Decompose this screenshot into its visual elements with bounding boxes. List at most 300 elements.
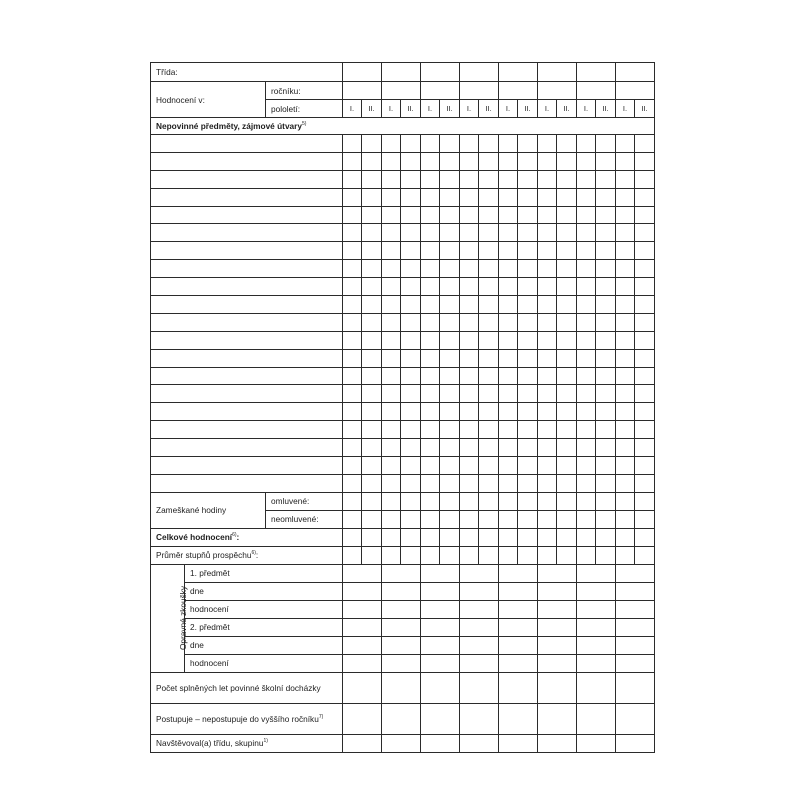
grade-cell-second-semester[interactable] xyxy=(518,313,538,331)
grade-cell-first-semester[interactable] xyxy=(343,278,362,296)
grade-cell-first-semester[interactable] xyxy=(460,439,479,457)
grade-cell-first-semester[interactable] xyxy=(382,152,401,170)
year-cell[interactable] xyxy=(499,582,538,600)
grade-cell-first-semester[interactable] xyxy=(616,331,635,349)
grade-cell-first-semester[interactable] xyxy=(343,367,362,385)
grade-cell-second-semester[interactable] xyxy=(479,135,499,153)
grade-cell-second-semester[interactable] xyxy=(557,492,577,510)
grade-cell-first-semester[interactable] xyxy=(499,403,518,421)
grade-cell-second-semester[interactable] xyxy=(557,331,577,349)
year-cell[interactable] xyxy=(499,654,538,672)
grade-cell-second-semester[interactable] xyxy=(635,278,655,296)
grade-cell-second-semester[interactable] xyxy=(596,170,616,188)
subject-name-cell[interactable] xyxy=(151,206,343,224)
grade-cell-first-semester[interactable] xyxy=(499,206,518,224)
grade-cell-second-semester[interactable] xyxy=(362,135,382,153)
grade-cell-second-semester[interactable] xyxy=(362,224,382,242)
grade-cell-second-semester[interactable] xyxy=(596,474,616,492)
grade-cell-first-semester[interactable] xyxy=(499,546,518,564)
grade-cell-second-semester[interactable] xyxy=(518,367,538,385)
grade-cell-first-semester[interactable] xyxy=(343,546,362,564)
year-cell[interactable] xyxy=(421,582,460,600)
grade-cell-second-semester[interactable] xyxy=(557,421,577,439)
grade-cell-second-semester[interactable] xyxy=(401,278,421,296)
grade-cell-second-semester[interactable] xyxy=(440,492,460,510)
grade-cell-first-semester[interactable] xyxy=(343,528,362,546)
year-cell[interactable] xyxy=(460,636,499,654)
year-cell[interactable] xyxy=(382,654,421,672)
year-cell[interactable] xyxy=(460,734,499,752)
grade-cell-first-semester[interactable] xyxy=(343,135,362,153)
grade-cell-first-semester[interactable] xyxy=(421,296,440,314)
grade-cell-first-semester[interactable] xyxy=(577,224,596,242)
grade-cell-second-semester[interactable] xyxy=(401,331,421,349)
grade-cell-first-semester[interactable] xyxy=(538,510,557,528)
year-cell[interactable] xyxy=(577,703,616,734)
grade-cell-second-semester[interactable] xyxy=(362,242,382,260)
year-cell[interactable] xyxy=(460,63,499,82)
grade-cell-first-semester[interactable] xyxy=(421,170,440,188)
grade-cell-second-semester[interactable] xyxy=(479,439,499,457)
grade-cell-second-semester[interactable] xyxy=(596,152,616,170)
grade-cell-second-semester[interactable] xyxy=(635,492,655,510)
grade-cell-second-semester[interactable] xyxy=(557,135,577,153)
grade-cell-first-semester[interactable] xyxy=(499,260,518,278)
year-cell[interactable] xyxy=(421,63,460,82)
subject-name-cell[interactable] xyxy=(151,313,343,331)
grade-cell-first-semester[interactable] xyxy=(343,170,362,188)
grade-cell-second-semester[interactable] xyxy=(362,296,382,314)
grade-cell-first-semester[interactable] xyxy=(577,349,596,367)
grade-cell-second-semester[interactable] xyxy=(362,421,382,439)
year-cell[interactable] xyxy=(460,82,499,100)
grade-cell-second-semester[interactable] xyxy=(596,242,616,260)
grade-cell-second-semester[interactable] xyxy=(596,439,616,457)
grade-cell-first-semester[interactable] xyxy=(343,349,362,367)
grade-cell-first-semester[interactable] xyxy=(460,296,479,314)
grade-cell-second-semester[interactable] xyxy=(635,421,655,439)
grade-cell-second-semester[interactable] xyxy=(596,349,616,367)
grade-cell-second-semester[interactable] xyxy=(440,546,460,564)
grade-cell-second-semester[interactable] xyxy=(518,260,538,278)
grade-cell-first-semester[interactable] xyxy=(538,385,557,403)
grade-cell-second-semester[interactable] xyxy=(479,313,499,331)
grade-cell-second-semester[interactable] xyxy=(479,152,499,170)
grade-cell-first-semester[interactable] xyxy=(616,135,635,153)
year-cell[interactable] xyxy=(538,672,577,703)
grade-cell-second-semester[interactable] xyxy=(362,278,382,296)
grade-cell-second-semester[interactable] xyxy=(401,349,421,367)
grade-cell-first-semester[interactable] xyxy=(421,278,440,296)
grade-cell-first-semester[interactable] xyxy=(421,349,440,367)
grade-cell-second-semester[interactable] xyxy=(557,367,577,385)
grade-cell-second-semester[interactable] xyxy=(596,224,616,242)
grade-cell-second-semester[interactable] xyxy=(518,474,538,492)
year-cell[interactable] xyxy=(460,600,499,618)
grade-cell-second-semester[interactable] xyxy=(362,385,382,403)
grade-cell-first-semester[interactable] xyxy=(616,260,635,278)
grade-cell-first-semester[interactable] xyxy=(499,421,518,439)
year-cell[interactable] xyxy=(382,618,421,636)
grade-cell-first-semester[interactable] xyxy=(538,439,557,457)
grade-cell-second-semester[interactable] xyxy=(557,152,577,170)
year-cell[interactable] xyxy=(343,618,382,636)
grade-cell-second-semester[interactable] xyxy=(557,439,577,457)
grade-cell-second-semester[interactable] xyxy=(557,242,577,260)
grade-cell-first-semester[interactable] xyxy=(382,546,401,564)
grade-cell-first-semester[interactable] xyxy=(577,313,596,331)
year-cell[interactable] xyxy=(382,564,421,582)
grade-cell-second-semester[interactable] xyxy=(440,349,460,367)
grade-cell-first-semester[interactable] xyxy=(343,296,362,314)
grade-cell-second-semester[interactable] xyxy=(635,439,655,457)
year-cell[interactable] xyxy=(460,564,499,582)
year-cell[interactable] xyxy=(616,618,655,636)
grade-cell-first-semester[interactable] xyxy=(577,367,596,385)
grade-cell-first-semester[interactable] xyxy=(343,224,362,242)
year-cell[interactable] xyxy=(616,63,655,82)
year-cell[interactable] xyxy=(616,654,655,672)
grade-cell-first-semester[interactable] xyxy=(460,224,479,242)
grade-cell-first-semester[interactable] xyxy=(421,439,440,457)
grade-cell-first-semester[interactable] xyxy=(343,510,362,528)
grade-cell-second-semester[interactable] xyxy=(557,206,577,224)
grade-cell-first-semester[interactable] xyxy=(382,170,401,188)
year-cell[interactable] xyxy=(538,636,577,654)
grade-cell-first-semester[interactable] xyxy=(421,492,440,510)
year-cell[interactable] xyxy=(499,82,538,100)
grade-cell-first-semester[interactable] xyxy=(382,474,401,492)
year-cell[interactable] xyxy=(577,63,616,82)
grade-cell-second-semester[interactable] xyxy=(479,242,499,260)
grade-cell-second-semester[interactable] xyxy=(596,296,616,314)
grade-cell-first-semester[interactable] xyxy=(343,457,362,475)
year-cell[interactable] xyxy=(382,734,421,752)
grade-cell-first-semester[interactable] xyxy=(343,474,362,492)
grade-cell-second-semester[interactable] xyxy=(557,278,577,296)
grade-cell-second-semester[interactable] xyxy=(518,296,538,314)
grade-cell-first-semester[interactable] xyxy=(460,278,479,296)
grade-cell-first-semester[interactable] xyxy=(577,135,596,153)
grade-cell-first-semester[interactable] xyxy=(577,457,596,475)
grade-cell-first-semester[interactable] xyxy=(421,385,440,403)
grade-cell-second-semester[interactable] xyxy=(362,206,382,224)
grade-cell-second-semester[interactable] xyxy=(362,260,382,278)
grade-cell-second-semester[interactable] xyxy=(440,385,460,403)
year-cell[interactable] xyxy=(499,672,538,703)
subject-name-cell[interactable] xyxy=(151,152,343,170)
grade-cell-first-semester[interactable] xyxy=(499,510,518,528)
grade-cell-second-semester[interactable] xyxy=(518,170,538,188)
grade-cell-second-semester[interactable] xyxy=(596,206,616,224)
grade-cell-second-semester[interactable] xyxy=(635,313,655,331)
grade-cell-second-semester[interactable] xyxy=(401,492,421,510)
grade-cell-first-semester[interactable] xyxy=(499,152,518,170)
grade-cell-first-semester[interactable] xyxy=(616,492,635,510)
year-cell[interactable] xyxy=(382,600,421,618)
grade-cell-first-semester[interactable] xyxy=(538,349,557,367)
grade-cell-first-semester[interactable] xyxy=(538,546,557,564)
grade-cell-first-semester[interactable] xyxy=(616,152,635,170)
year-cell[interactable] xyxy=(421,672,460,703)
grade-cell-first-semester[interactable] xyxy=(616,421,635,439)
grade-cell-first-semester[interactable] xyxy=(538,528,557,546)
year-cell[interactable] xyxy=(460,582,499,600)
grade-cell-first-semester[interactable] xyxy=(382,313,401,331)
grade-cell-second-semester[interactable] xyxy=(596,367,616,385)
grade-cell-second-semester[interactable] xyxy=(479,474,499,492)
grade-cell-first-semester[interactable] xyxy=(538,188,557,206)
grade-cell-second-semester[interactable] xyxy=(596,385,616,403)
grade-cell-first-semester[interactable] xyxy=(616,170,635,188)
grade-cell-first-semester[interactable] xyxy=(343,439,362,457)
year-cell[interactable] xyxy=(616,703,655,734)
grade-cell-second-semester[interactable] xyxy=(635,367,655,385)
year-cell[interactable] xyxy=(616,600,655,618)
grade-cell-first-semester[interactable] xyxy=(382,242,401,260)
grade-cell-first-semester[interactable] xyxy=(460,546,479,564)
grade-cell-first-semester[interactable] xyxy=(577,474,596,492)
grade-cell-first-semester[interactable] xyxy=(616,242,635,260)
grade-cell-second-semester[interactable] xyxy=(596,546,616,564)
grade-cell-second-semester[interactable] xyxy=(440,439,460,457)
grade-cell-first-semester[interactable] xyxy=(421,313,440,331)
grade-cell-second-semester[interactable] xyxy=(479,367,499,385)
grade-cell-first-semester[interactable] xyxy=(616,206,635,224)
grade-cell-second-semester[interactable] xyxy=(401,135,421,153)
grade-cell-second-semester[interactable] xyxy=(440,474,460,492)
grade-cell-second-semester[interactable] xyxy=(362,510,382,528)
grade-cell-first-semester[interactable] xyxy=(382,421,401,439)
year-cell[interactable] xyxy=(343,82,382,100)
grade-cell-first-semester[interactable] xyxy=(343,313,362,331)
grade-cell-second-semester[interactable] xyxy=(401,188,421,206)
year-cell[interactable] xyxy=(616,582,655,600)
year-cell[interactable] xyxy=(499,636,538,654)
grade-cell-second-semester[interactable] xyxy=(518,457,538,475)
grade-cell-second-semester[interactable] xyxy=(401,474,421,492)
year-cell[interactable] xyxy=(421,600,460,618)
grade-cell-second-semester[interactable] xyxy=(635,474,655,492)
grade-cell-first-semester[interactable] xyxy=(460,313,479,331)
grade-cell-first-semester[interactable] xyxy=(577,296,596,314)
grade-cell-second-semester[interactable] xyxy=(518,439,538,457)
grade-cell-first-semester[interactable] xyxy=(421,206,440,224)
grade-cell-second-semester[interactable] xyxy=(518,331,538,349)
grade-cell-second-semester[interactable] xyxy=(440,260,460,278)
grade-cell-second-semester[interactable] xyxy=(635,385,655,403)
grade-cell-first-semester[interactable] xyxy=(460,510,479,528)
grade-cell-second-semester[interactable] xyxy=(596,331,616,349)
grade-cell-first-semester[interactable] xyxy=(577,260,596,278)
grade-cell-first-semester[interactable] xyxy=(382,492,401,510)
grade-cell-second-semester[interactable] xyxy=(518,349,538,367)
grade-cell-first-semester[interactable] xyxy=(616,313,635,331)
grade-cell-first-semester[interactable] xyxy=(460,421,479,439)
year-cell[interactable] xyxy=(538,703,577,734)
grade-cell-first-semester[interactable] xyxy=(343,331,362,349)
grade-cell-first-semester[interactable] xyxy=(343,421,362,439)
grade-cell-second-semester[interactable] xyxy=(362,313,382,331)
year-cell[interactable] xyxy=(343,734,382,752)
grade-cell-second-semester[interactable] xyxy=(401,403,421,421)
grade-cell-second-semester[interactable] xyxy=(401,367,421,385)
grade-cell-second-semester[interactable] xyxy=(440,242,460,260)
grade-cell-second-semester[interactable] xyxy=(557,349,577,367)
year-cell[interactable] xyxy=(616,672,655,703)
grade-cell-second-semester[interactable] xyxy=(635,188,655,206)
year-cell[interactable] xyxy=(499,734,538,752)
grade-cell-first-semester[interactable] xyxy=(616,385,635,403)
grade-cell-first-semester[interactable] xyxy=(499,385,518,403)
grade-cell-first-semester[interactable] xyxy=(499,439,518,457)
grade-cell-first-semester[interactable] xyxy=(460,152,479,170)
grade-cell-first-semester[interactable] xyxy=(421,242,440,260)
grade-cell-second-semester[interactable] xyxy=(479,331,499,349)
grade-cell-first-semester[interactable] xyxy=(538,206,557,224)
subject-name-cell[interactable] xyxy=(151,188,343,206)
grade-cell-second-semester[interactable] xyxy=(596,135,616,153)
grade-cell-first-semester[interactable] xyxy=(499,474,518,492)
year-cell[interactable] xyxy=(499,63,538,82)
grade-cell-first-semester[interactable] xyxy=(382,528,401,546)
subject-name-cell[interactable] xyxy=(151,367,343,385)
grade-cell-second-semester[interactable] xyxy=(518,242,538,260)
year-cell[interactable] xyxy=(343,564,382,582)
grade-cell-first-semester[interactable] xyxy=(577,421,596,439)
grade-cell-second-semester[interactable] xyxy=(635,457,655,475)
grade-cell-second-semester[interactable] xyxy=(440,510,460,528)
year-cell[interactable] xyxy=(343,654,382,672)
year-cell[interactable] xyxy=(343,63,382,82)
grade-cell-second-semester[interactable] xyxy=(635,152,655,170)
grade-cell-second-semester[interactable] xyxy=(401,457,421,475)
year-cell[interactable] xyxy=(499,618,538,636)
year-cell[interactable] xyxy=(382,63,421,82)
grade-cell-first-semester[interactable] xyxy=(499,242,518,260)
grade-cell-second-semester[interactable] xyxy=(479,224,499,242)
year-cell[interactable] xyxy=(460,672,499,703)
grade-cell-first-semester[interactable] xyxy=(343,492,362,510)
subject-name-cell[interactable] xyxy=(151,349,343,367)
grade-cell-first-semester[interactable] xyxy=(538,421,557,439)
grade-cell-first-semester[interactable] xyxy=(460,367,479,385)
grade-cell-first-semester[interactable] xyxy=(460,492,479,510)
grade-cell-first-semester[interactable] xyxy=(577,439,596,457)
grade-cell-second-semester[interactable] xyxy=(518,385,538,403)
grade-cell-second-semester[interactable] xyxy=(635,331,655,349)
grade-cell-first-semester[interactable] xyxy=(382,457,401,475)
subject-name-cell[interactable] xyxy=(151,170,343,188)
grade-cell-second-semester[interactable] xyxy=(557,546,577,564)
grade-cell-second-semester[interactable] xyxy=(596,510,616,528)
grade-cell-first-semester[interactable] xyxy=(538,170,557,188)
grade-cell-second-semester[interactable] xyxy=(596,403,616,421)
grade-cell-first-semester[interactable] xyxy=(382,367,401,385)
year-cell[interactable] xyxy=(577,564,616,582)
grade-cell-first-semester[interactable] xyxy=(616,188,635,206)
grade-cell-first-semester[interactable] xyxy=(460,349,479,367)
grade-cell-second-semester[interactable] xyxy=(479,188,499,206)
grade-cell-second-semester[interactable] xyxy=(362,403,382,421)
year-cell[interactable] xyxy=(382,636,421,654)
grade-cell-first-semester[interactable] xyxy=(421,474,440,492)
year-cell[interactable] xyxy=(577,636,616,654)
grade-cell-first-semester[interactable] xyxy=(460,206,479,224)
grade-cell-first-semester[interactable] xyxy=(499,492,518,510)
grade-cell-second-semester[interactable] xyxy=(362,331,382,349)
grade-cell-first-semester[interactable] xyxy=(499,349,518,367)
grade-cell-first-semester[interactable] xyxy=(616,510,635,528)
grade-cell-second-semester[interactable] xyxy=(596,260,616,278)
grade-cell-second-semester[interactable] xyxy=(440,457,460,475)
grade-cell-second-semester[interactable] xyxy=(362,170,382,188)
grade-cell-second-semester[interactable] xyxy=(518,135,538,153)
grade-cell-second-semester[interactable] xyxy=(635,546,655,564)
grade-cell-second-semester[interactable] xyxy=(518,546,538,564)
year-cell[interactable] xyxy=(421,564,460,582)
grade-cell-first-semester[interactable] xyxy=(577,188,596,206)
grade-cell-second-semester[interactable] xyxy=(401,510,421,528)
grade-cell-first-semester[interactable] xyxy=(421,421,440,439)
grade-cell-first-semester[interactable] xyxy=(421,457,440,475)
year-cell[interactable] xyxy=(577,618,616,636)
grade-cell-first-semester[interactable] xyxy=(382,510,401,528)
grade-cell-second-semester[interactable] xyxy=(401,242,421,260)
year-cell[interactable] xyxy=(382,582,421,600)
grade-cell-second-semester[interactable] xyxy=(557,474,577,492)
grade-cell-second-semester[interactable] xyxy=(440,403,460,421)
grade-cell-first-semester[interactable] xyxy=(382,135,401,153)
grade-cell-first-semester[interactable] xyxy=(460,135,479,153)
year-cell[interactable] xyxy=(499,600,538,618)
subject-name-cell[interactable] xyxy=(151,242,343,260)
year-cell[interactable] xyxy=(538,654,577,672)
grade-cell-second-semester[interactable] xyxy=(362,152,382,170)
grade-cell-second-semester[interactable] xyxy=(518,278,538,296)
grade-cell-second-semester[interactable] xyxy=(557,510,577,528)
grade-cell-first-semester[interactable] xyxy=(421,152,440,170)
subject-name-cell[interactable] xyxy=(151,385,343,403)
year-cell[interactable] xyxy=(538,63,577,82)
grade-cell-first-semester[interactable] xyxy=(460,260,479,278)
grade-cell-first-semester[interactable] xyxy=(577,152,596,170)
grade-cell-first-semester[interactable] xyxy=(343,403,362,421)
grade-cell-first-semester[interactable] xyxy=(577,403,596,421)
grade-cell-first-semester[interactable] xyxy=(616,439,635,457)
grade-cell-first-semester[interactable] xyxy=(499,278,518,296)
grade-cell-second-semester[interactable] xyxy=(479,278,499,296)
grade-cell-second-semester[interactable] xyxy=(440,278,460,296)
grade-cell-first-semester[interactable] xyxy=(538,313,557,331)
grade-cell-second-semester[interactable] xyxy=(440,206,460,224)
grade-cell-second-semester[interactable] xyxy=(635,242,655,260)
grade-cell-second-semester[interactable] xyxy=(440,170,460,188)
grade-cell-first-semester[interactable] xyxy=(460,474,479,492)
year-cell[interactable] xyxy=(499,564,538,582)
grade-cell-first-semester[interactable] xyxy=(421,528,440,546)
grade-cell-first-semester[interactable] xyxy=(577,528,596,546)
grade-cell-second-semester[interactable] xyxy=(518,188,538,206)
grade-cell-second-semester[interactable] xyxy=(635,224,655,242)
year-cell[interactable] xyxy=(616,564,655,582)
year-cell[interactable] xyxy=(460,703,499,734)
grade-cell-second-semester[interactable] xyxy=(362,528,382,546)
grade-cell-first-semester[interactable] xyxy=(382,403,401,421)
grade-cell-first-semester[interactable] xyxy=(538,296,557,314)
grade-cell-first-semester[interactable] xyxy=(538,242,557,260)
grade-cell-second-semester[interactable] xyxy=(440,331,460,349)
